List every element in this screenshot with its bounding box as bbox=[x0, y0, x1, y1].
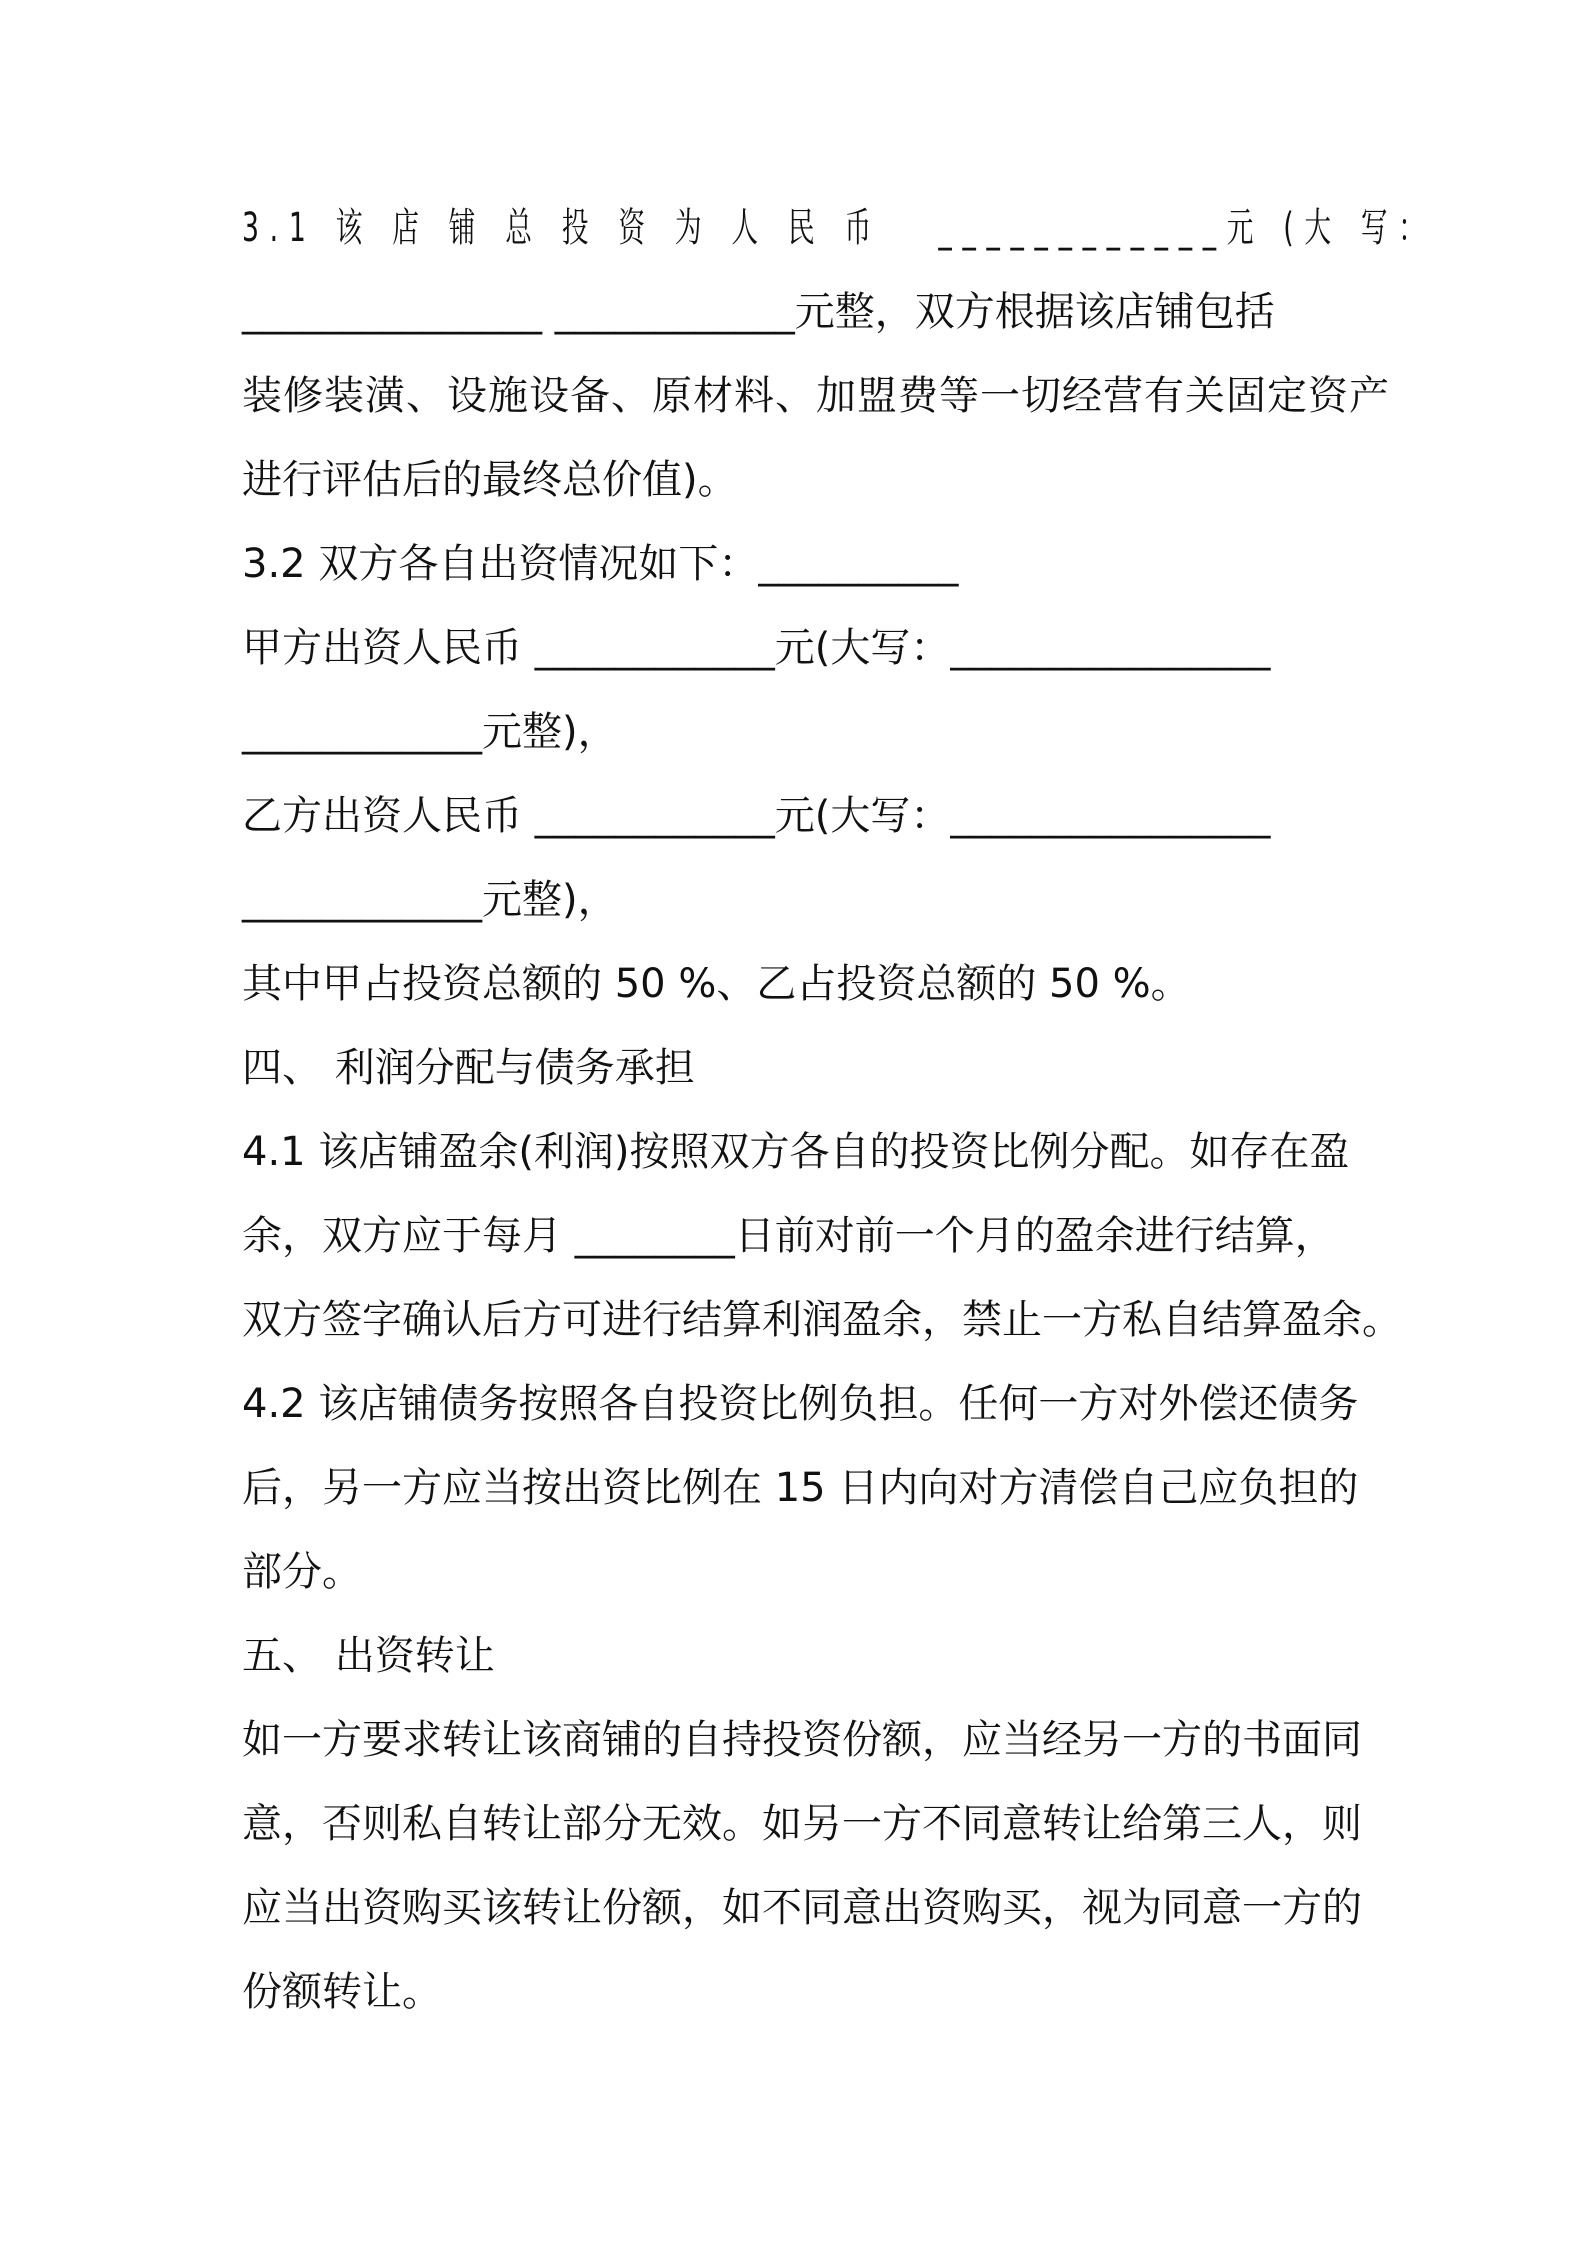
clause-4-2-line-3: 部分。 bbox=[242, 1549, 362, 1595]
section-5-heading: 五、 出资转让 bbox=[242, 1633, 495, 1679]
party-b-investment-line-2: ____________元整)， bbox=[242, 877, 618, 923]
clause-3-1-line-4: 进行评估后的最终总价值)。 bbox=[242, 457, 738, 503]
clause-3-2-line: 3.2 双方各自出资情况如下：__________ bbox=[242, 541, 959, 587]
party-a-investment-line-1: 甲方出资人民币 ____________元(大写：________________ bbox=[242, 625, 1271, 671]
section-5-line-3: 应当出资购买该转让份额，如不同意出资购买，视为同意一方的 bbox=[242, 1885, 1362, 1931]
clause-3-1-line-2: _______________ ____________元整，双方根据该店铺包括 bbox=[242, 289, 1275, 335]
clause-4-1-line-1: 4.1 该店铺盈余(利润)按照双方各自的投资比例分配。如存在盈 bbox=[242, 1129, 1350, 1175]
clause-4-2-line-2: 后，另一方应当按出资比例在 15 日内向对方清偿自己应负担的 bbox=[242, 1465, 1359, 1511]
clause-4-1-line-2: 余，双方应于每月 ________日前对前一个月的盈余进行结算， bbox=[242, 1213, 1335, 1259]
section-5-line-4: 份额转让。 bbox=[242, 1969, 442, 2015]
section-4-heading: 四、 利润分配与债务承担 bbox=[242, 1045, 695, 1091]
party-b-investment-line-1: 乙方出资人民币 ____________元(大写：________________ bbox=[242, 793, 1271, 839]
party-a-investment-line-2: ____________元整)， bbox=[242, 709, 618, 755]
section-5-line-1: 如一方要求转让该商铺的自持投资份额，应当经另一方的书面同 bbox=[242, 1717, 1362, 1763]
clause-4-2-line-1: 4.2 该店铺债务按照各自投资比例负担。任何一方对外偿还债务 bbox=[242, 1381, 1359, 1427]
section-5-line-2: 意，否则私自转让部分无效。如另一方不同意转让给第三人，则 bbox=[242, 1801, 1362, 1847]
clause-3-1-line-1: 3.1 该 店 铺 总 投 资 为 人 民 币 ____________元 (大 写： bbox=[242, 205, 1436, 251]
clause-3-1-line-3: 装修装潢、设施设备、原材料、加盟费等一切经营有关固定资产 bbox=[242, 373, 1390, 419]
investment-ratio-line: 其中甲占投资总额的 50 %、乙占投资总额的 50 %。 bbox=[242, 961, 1191, 1007]
clause-4-1-line-3: 双方签字确认后方可进行结算利润盈余，禁止一方私自结算盈余。 bbox=[242, 1297, 1402, 1343]
